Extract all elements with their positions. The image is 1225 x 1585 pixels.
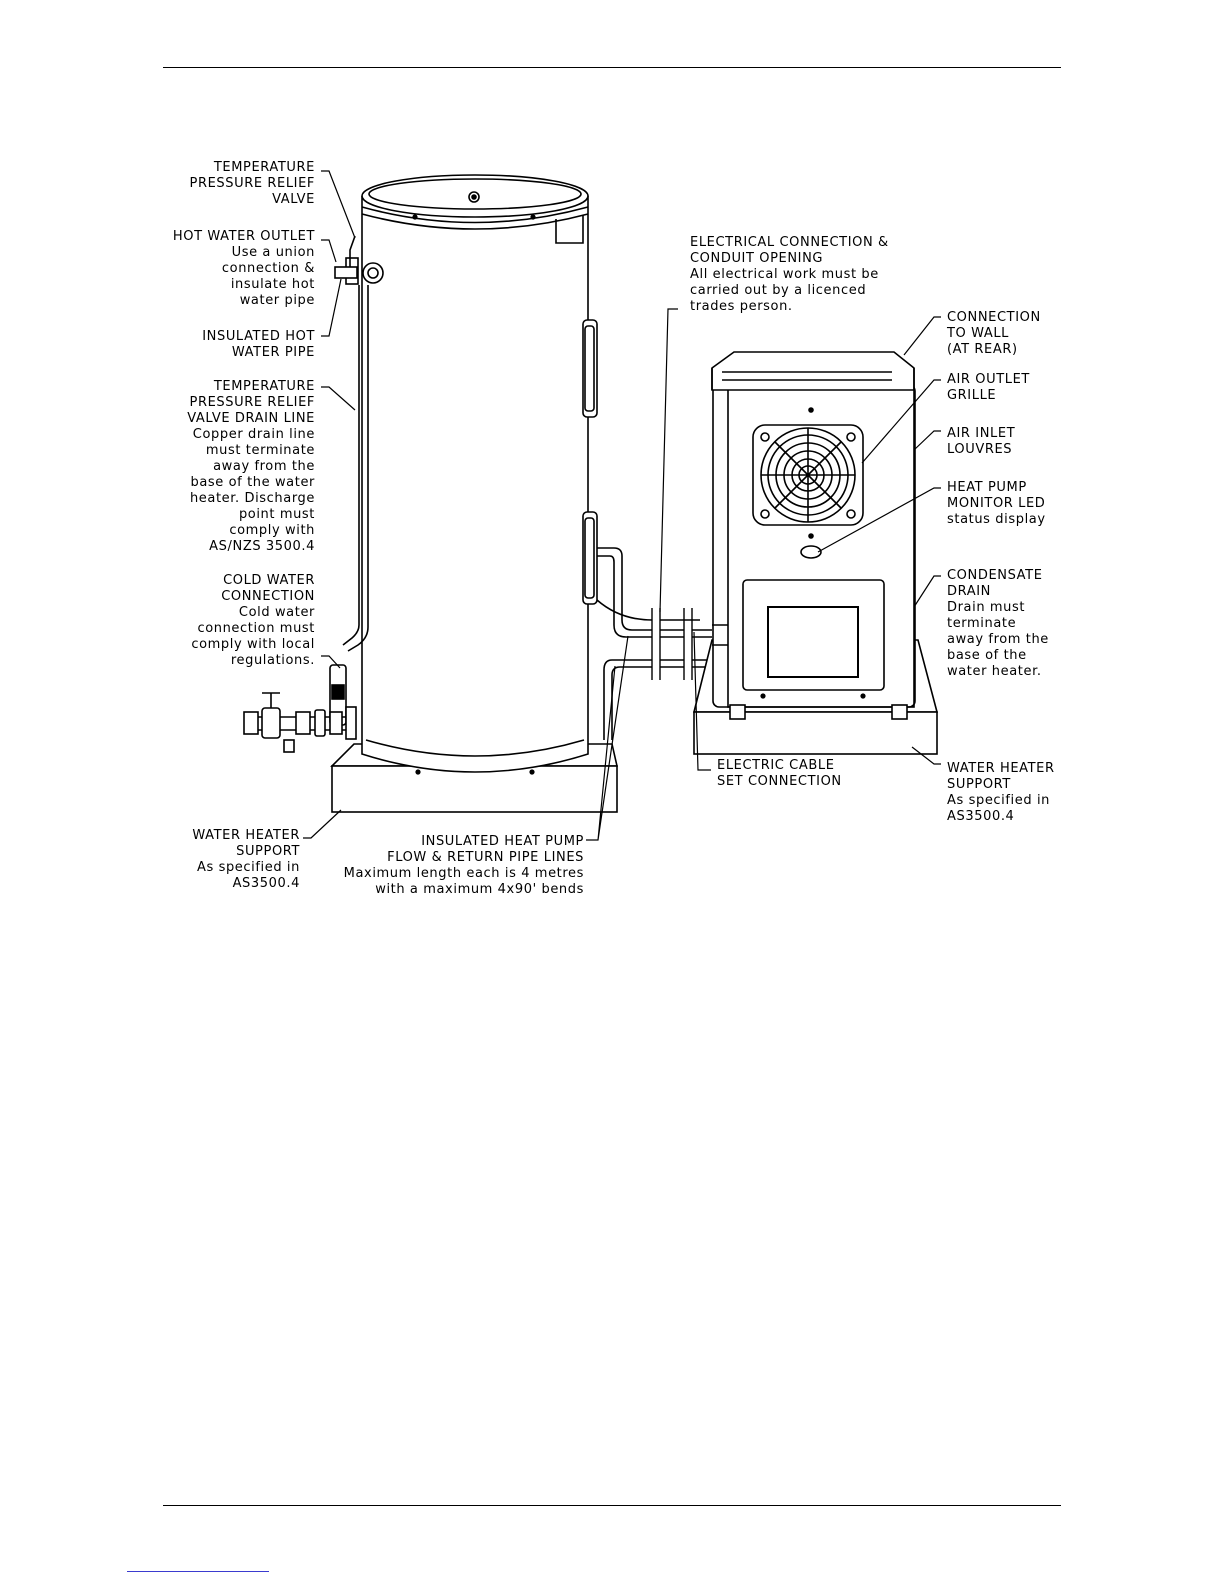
label-condensate	[947, 568, 1049, 679]
label-line: away from the	[213, 459, 315, 474]
label-line: insulate hot	[230, 277, 315, 292]
label-line: connection &	[221, 261, 315, 276]
label-air-outlet	[947, 372, 1030, 403]
label-line: Use a union	[231, 245, 315, 260]
label-line: DRAIN	[947, 584, 991, 599]
label-hot-water-outlet	[173, 229, 315, 308]
label-line: AS3500.4	[232, 876, 300, 891]
label-support-left	[192, 828, 300, 891]
label-line: WATER HEATER	[947, 761, 1055, 776]
label-line: heater. Discharge	[189, 491, 315, 506]
heat-pump-unit	[694, 352, 937, 754]
label-line: AIR INLET	[947, 426, 1016, 441]
label-line: point must	[238, 507, 315, 522]
label-line: water pipe	[239, 293, 315, 308]
pipe-break-marks	[652, 608, 712, 680]
label-line: VALVE DRAIN LINE	[187, 411, 315, 426]
label-line: away from the	[947, 632, 1049, 647]
label-line: MONITOR LED	[947, 496, 1046, 511]
label-line: TEMPERATURE	[213, 379, 315, 394]
label-wall-connection	[946, 310, 1041, 357]
fan-grille	[753, 425, 863, 525]
label-heat-pump-lines	[344, 834, 584, 897]
label-line: terminate	[947, 616, 1017, 631]
label-line: base of the	[947, 648, 1027, 663]
label-line: connection must	[197, 621, 315, 636]
label-line: status display	[947, 512, 1046, 527]
label-line: INSULATED HEAT PUMP	[421, 834, 584, 849]
label-line: CONNECTION	[947, 310, 1041, 325]
label-line: WATER PIPE	[231, 345, 315, 360]
label-line: trades person.	[690, 299, 793, 314]
label-line: regulations.	[230, 653, 315, 668]
label-line: SET CONNECTION	[717, 774, 842, 789]
label-line: HEAT PUMP	[947, 480, 1027, 495]
label-line: As specified in	[196, 860, 300, 875]
label-line: VALVE	[272, 192, 315, 207]
label-air-inlet	[947, 426, 1015, 457]
label-line: All electrical work must be	[690, 267, 879, 282]
label-line: AIR OUTLET	[947, 372, 1030, 387]
label-monitor-led	[947, 480, 1046, 527]
label-line: SUPPORT	[236, 844, 300, 859]
label-line: COLD WATER	[223, 573, 315, 588]
label-line: LOUVRES	[947, 442, 1013, 457]
cold-water-valves	[244, 665, 356, 752]
label-line: Maximum length each is 4 metres	[343, 866, 584, 881]
label-line: ELECTRIC CABLE	[717, 758, 835, 773]
label-line: must terminate	[205, 443, 315, 458]
label-line: with a maximum 4x90' bends	[375, 882, 584, 897]
label-line: TO WALL	[947, 326, 1010, 341]
label-insulated-hot-pipe	[202, 329, 315, 360]
label-line: (AT REAR)	[947, 342, 1018, 357]
label-line: PRESSURE RELIEF	[189, 176, 315, 191]
label-tpr-valve	[190, 160, 316, 207]
label-line: Copper drain line	[192, 427, 315, 442]
label-line: carried out by a licenced	[690, 283, 867, 298]
label-line: As specified in	[947, 793, 1051, 808]
label-line: AS/NZS 3500.4	[209, 539, 315, 554]
label-cable-set	[717, 758, 842, 789]
label-line: INSULATED HOT	[202, 329, 315, 344]
label-line: CONDUIT OPENING	[690, 251, 824, 266]
label-line: comply with	[229, 523, 315, 538]
label-cold-water	[191, 573, 315, 668]
label-line: AS3500.4	[947, 809, 1015, 824]
label-line: comply with local	[191, 637, 315, 652]
label-line: HOT WATER OUTLET	[172, 229, 315, 244]
label-line: CONNECTION	[221, 589, 315, 604]
label-line: FLOW & RETURN PIPE LINES	[387, 850, 584, 865]
label-line: WATER HEATER	[192, 828, 300, 843]
label-support-right	[947, 761, 1055, 824]
label-electrical	[690, 235, 889, 314]
label-line: CONDENSATE	[947, 568, 1043, 583]
label-line: base of the water	[190, 475, 315, 490]
label-line: water heater.	[947, 664, 1042, 679]
label-line: TEMPERATURE	[213, 160, 315, 175]
label-line: GRILLE	[947, 388, 997, 403]
label-line: PRESSURE RELIEF	[189, 395, 315, 410]
label-line: SUPPORT	[947, 777, 1011, 792]
label-line: ELECTRICAL CONNECTION &	[690, 235, 889, 250]
label-tpr-drain	[187, 379, 315, 554]
label-line: Drain must	[947, 600, 1026, 615]
label-line: Cold water	[238, 605, 315, 620]
